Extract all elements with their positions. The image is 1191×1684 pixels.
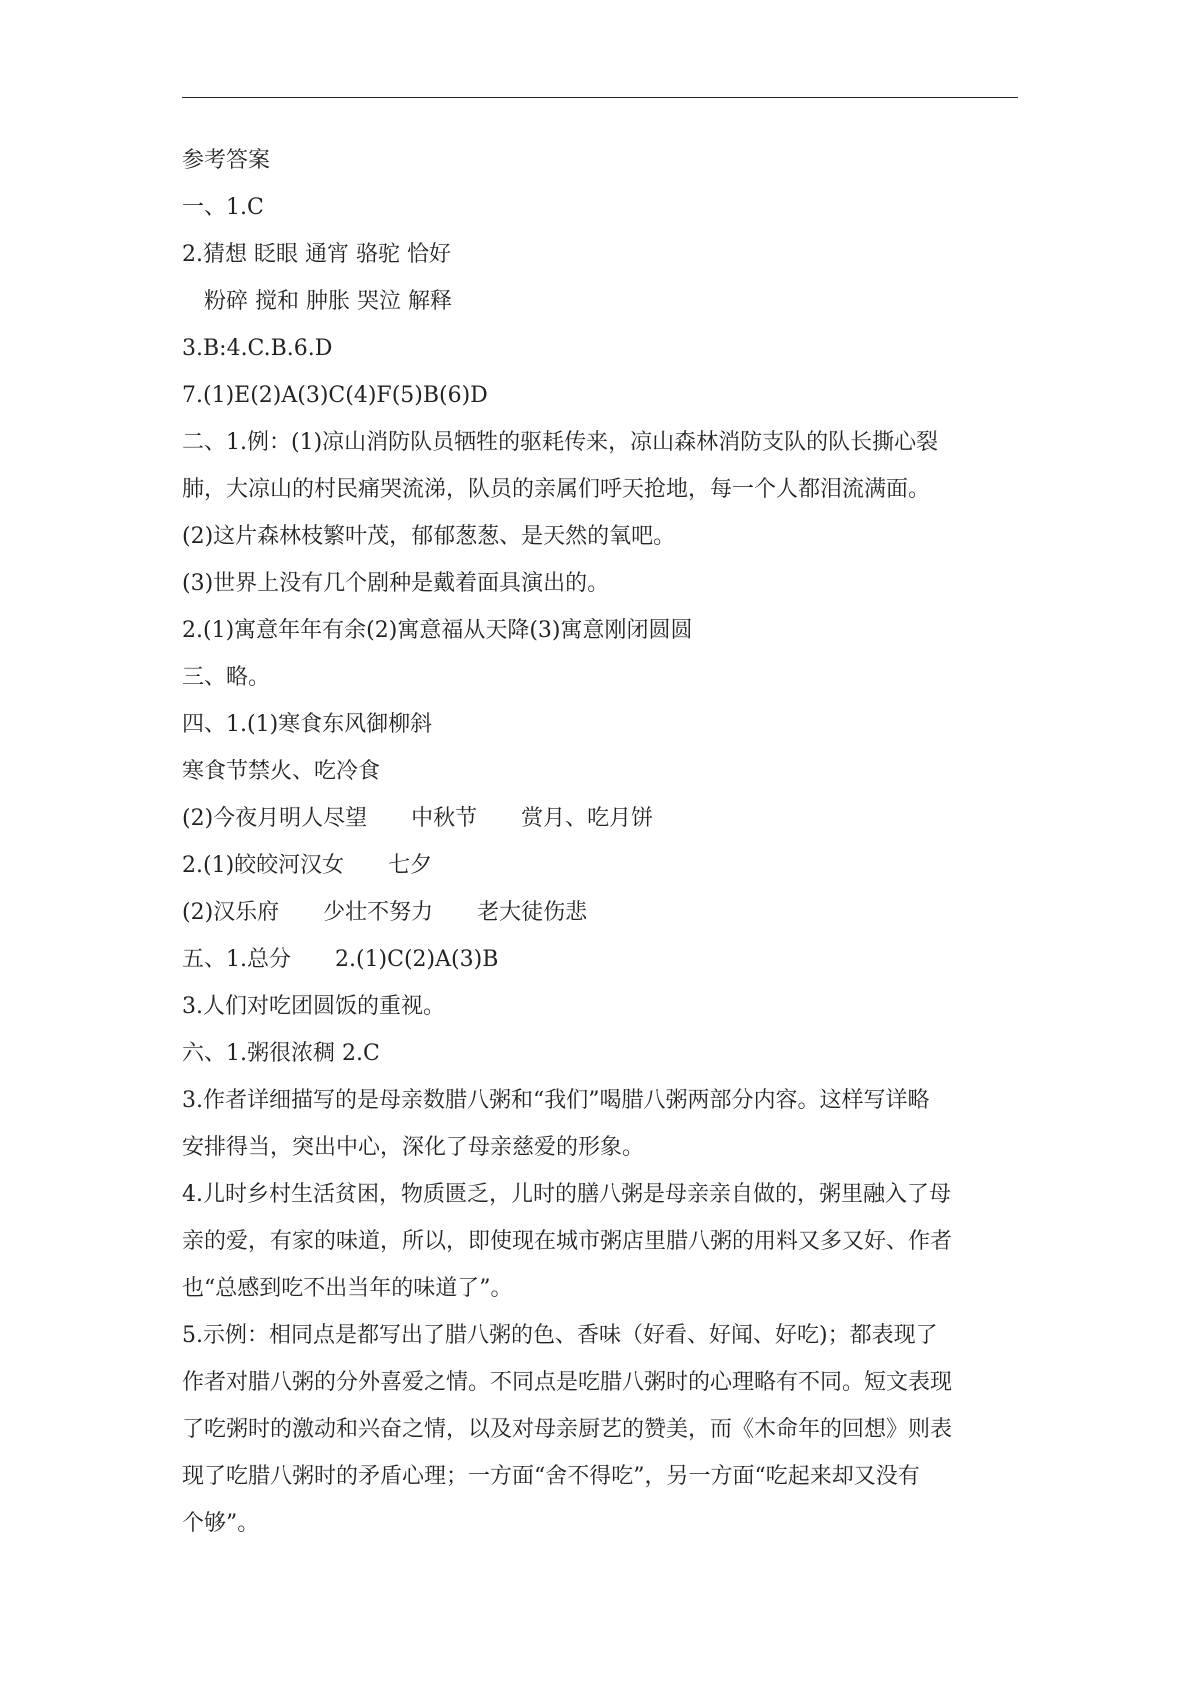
- answer-line: 四、1.(1)寒食东风御柳斜: [182, 712, 433, 737]
- answer-line: 4.儿时乡村生活贫困，物质匮乏，儿时的膳八粥是母亲亲自做的，粥里融入了母: [182, 1182, 951, 1207]
- answer-line: (2)今夜月明人尽望 中秋节 赏月、吃月饼: [182, 806, 654, 831]
- answer-line: 3.B:4.C.B.6.D: [182, 336, 333, 361]
- answer-line: 粉碎 搅和 肿胀 哭泣 解释: [182, 289, 452, 314]
- answer-line: (2)汉乐府 少壮不努力 老大徒伤悲: [182, 900, 588, 925]
- answer-line: 3.人们对吃团圆饭的重视。: [182, 994, 445, 1019]
- answer-line: 五、1.总分 2.(1)C(2)A(3)B: [182, 947, 499, 972]
- answer-key-text: [182, 137, 1018, 1547]
- answer-line: 现了吃腊八粥时的矛盾心理；一方面“舍不得吃”，另一方面“吃起来却又没有: [182, 1464, 920, 1489]
- answer-line: 也“总感到吃不出当年的味道了”。: [182, 1276, 513, 1301]
- answer-line: 7.(1)E(2)A(3)C(4)F(5)B(6)D: [182, 383, 488, 408]
- answer-line: 肺，大凉山的村民痛哭流涕，队员的亲属们呼天抢地，每一个人都泪流满面。: [182, 477, 931, 502]
- answer-title: 参考答案: [182, 148, 271, 173]
- answer-line: 一、1.C: [182, 195, 264, 220]
- answer-line: 5.示例：相同点是都写出了腊八粥的色、香味（好看、好闻、好吃)；都表现了: [182, 1323, 938, 1348]
- answer-line: 3.作者详细描写的是母亲数腊八粥和“我们”喝腊八粥两部分内容。这样写详略: [182, 1088, 930, 1113]
- answer-line: 2.(1)皎皎河汉女 七夕: [182, 853, 433, 878]
- answer-line: 安排得当，突出中心，深化了母亲慈爱的形象。: [182, 1135, 645, 1160]
- answer-line: 寒食节禁火、吃冷食: [182, 759, 381, 784]
- answer-line: 个够”。: [182, 1511, 260, 1536]
- answer-line: 亲的爱，有家的味道，所以，即使现在城市粥店里腊八粥的用料又多又好、作者: [182, 1229, 953, 1254]
- answer-line: 2.(1)寓意年年有余(2)寓意福从天降(3)寓意刚闭圆圆: [182, 618, 693, 643]
- answer-line: 作者对腊八粥的分外喜爱之情。不同点是吃腊八粥时的心理略有不同。短文表现: [182, 1370, 953, 1395]
- answer-line: 了吃粥时的激动和兴奋之情，以及对母亲厨艺的赞美，而《木命年的回想》则表: [182, 1417, 953, 1442]
- answer-line: 2.猜想 眨眼 通宵 骆驼 恰好: [182, 242, 451, 267]
- answer-line: 六、1.粥很浓稠 2.C: [182, 1041, 380, 1066]
- answer-line: (2)这片森林枝繁叶茂，郁郁葱葱、是天然的氧吧。: [182, 524, 676, 549]
- answer-line: 三、略。: [182, 665, 271, 690]
- answer-line: (3)世界上没有几个剧种是戴着面具演出的。: [182, 571, 610, 596]
- answer-line: 二、1.例：(1)凉山消防队员牺牲的驱耗传来，凉山森林消防支队的队长撕心裂: [182, 430, 939, 455]
- header-rule: [182, 97, 1018, 98]
